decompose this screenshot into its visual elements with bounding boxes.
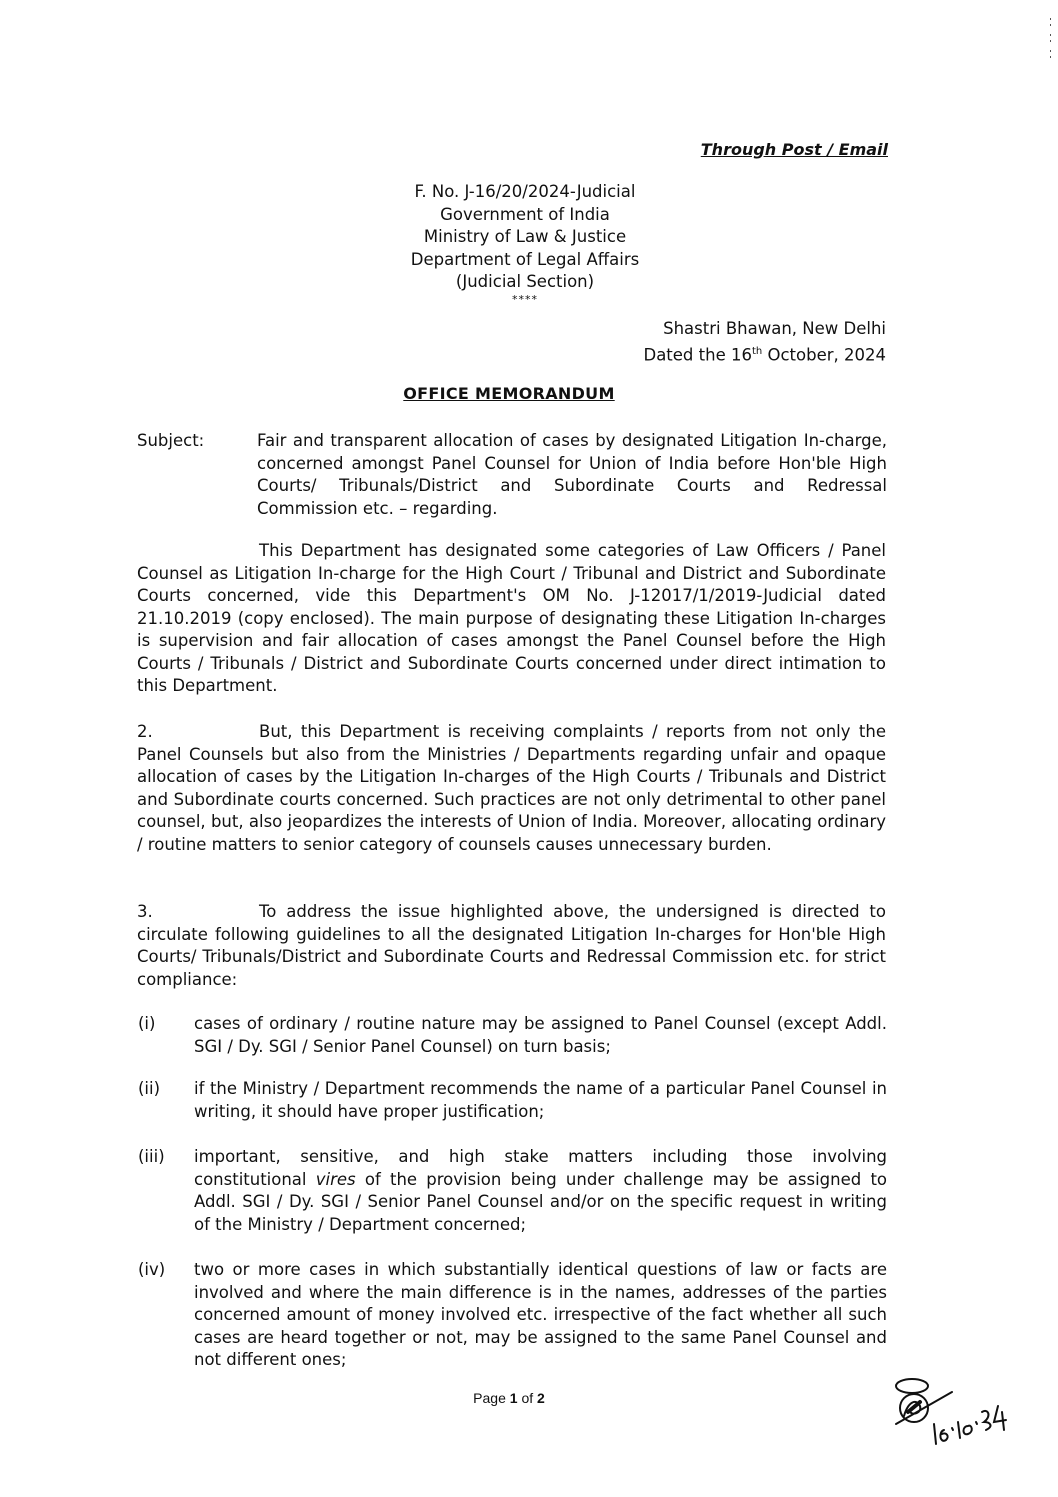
- guideline-text: cases of ordinary / routine nature may be assigned to Panel Counsel (except Addl. SGI / Dy. SGI / Senior Panel Counsel) on turn basis;: [194, 1014, 887, 1056]
- paragraph-1: [137, 540, 886, 698]
- dispatch-mode: Through Post / Email: [700, 140, 888, 159]
- guideline-item: [132, 1013, 887, 1058]
- guideline-item: [132, 1146, 887, 1236]
- guideline-text-part: important, sensitive, and high stake matters including those involving constitutional: [194, 1147, 887, 1189]
- separator: ****: [512, 292, 538, 306]
- guideline-text-italic: vires: [315, 1169, 356, 1189]
- guideline-item: [132, 1259, 887, 1372]
- date-prefix: Dated the 16: [643, 345, 752, 364]
- paragraph-3: [137, 901, 886, 991]
- page-prefix: Page: [473, 1390, 510, 1406]
- paragraph-text: This Department has designated some categories of Law Officers / Panel Counsel as Litigation In-charge for the High Court / Tribunal and District and Subordinate Courts concerned, vide this Department's OM No. J-12017/1/2019-Judicial dated 21.10.2019 (copy enclosed). The main purpose of designating these Litigation In-charges is supervision and fair allocation of cases amongst the Panel Counsel before the High Courts / Tribunals / District and Subordinate Courts concerned under direct intimation to this Department.: [137, 541, 886, 695]
- date: [643, 341, 886, 367]
- date-ordinal: th: [751, 345, 763, 357]
- paragraph-text: To address the issue highlighted above, the undersigned is directed to circulate following guidelines to all the designated Litigation In-charges for Hon'ble High Courts/ Tribunals/District and Subordinate Courts and Redressal Commission etc. for strict compliance:: [137, 902, 886, 989]
- page-of: of: [517, 1390, 538, 1406]
- guideline-marker: (iii): [138, 1147, 165, 1166]
- department-name: Department of Legal Affairs: [410, 249, 640, 269]
- guideline-marker: (iv): [138, 1260, 166, 1279]
- signature-icon: [890, 1372, 1030, 1452]
- date-suffix: October, 2024: [762, 345, 886, 364]
- file-number: F. No. J-16/20/2024-Judicial: [414, 182, 636, 201]
- government-name: Government of India: [440, 204, 610, 224]
- subject-block: [137, 430, 887, 520]
- guideline-marker: (ii): [138, 1079, 161, 1098]
- scan-edge-marks: [1049, 16, 1052, 64]
- place-date-block: [643, 318, 886, 367]
- ministry-name: Ministry of Law & Justice: [423, 227, 627, 246]
- place: Shastri Bhawan, New Delhi: [663, 319, 886, 338]
- guideline-text-part: of the provision being under challenge may be assigned to Addl. SGI / Dy. SGI / Senior Panel Counsel and/or on the specific request in writing of the Ministry / Department concerned;: [194, 1169, 888, 1234]
- page-number: [0, 1390, 1018, 1406]
- paragraph-number: 2.: [137, 722, 153, 741]
- paragraph-number: 3.: [137, 902, 153, 921]
- page-current: 1: [509, 1390, 518, 1406]
- document-title: OFFICE MEMORANDUM: [403, 384, 615, 403]
- guideline-marker: (i): [138, 1014, 156, 1033]
- section-name: (Judicial Section): [455, 272, 595, 291]
- page-total: 2: [537, 1390, 545, 1406]
- subject-text: Fair and transparent allocation of cases by designated Litigation In-charge, concerned amongst Panel Counsel for Union of India before Hon'ble High Courts/ Tribunals/District and Subordinate Courts and Redressal Commission etc. – regarding.: [257, 431, 887, 518]
- guideline-text: [194, 1146, 887, 1236]
- paragraph-text: But, this Department is receiving complaints / reports from not only the Panel Counsels but also from the Ministries / Departments regarding unfair and opaque allocation of cases by the Litigation In-charges of the High Courts / Tribunals and District and Subordinate courts concerned. Such practices are not only detrimental to other panel counsel, but, also jeopardizes the interests of Union of India. Moreover, allocating ordinary / routine matters to senior category of counsels causes unnecessary burden.: [137, 722, 886, 854]
- letterhead: [345, 181, 705, 306]
- paragraph-2: [137, 721, 886, 856]
- subject-label: Subject:: [137, 431, 205, 450]
- guideline-text: two or more cases in which substantially identical questions of law or facts are involved and where the main difference is in the names, addresses of the parties concerned amount of money involved etc. irrespective of the fact whether all such cases are heard together or not, may be assigned to the same Panel Counsel and not different ones;: [194, 1260, 887, 1369]
- guideline-item: [132, 1078, 887, 1123]
- guideline-text: if the Ministry / Department recommends the name of a particular Panel Counsel in writing, it should have proper justification;: [194, 1079, 887, 1121]
